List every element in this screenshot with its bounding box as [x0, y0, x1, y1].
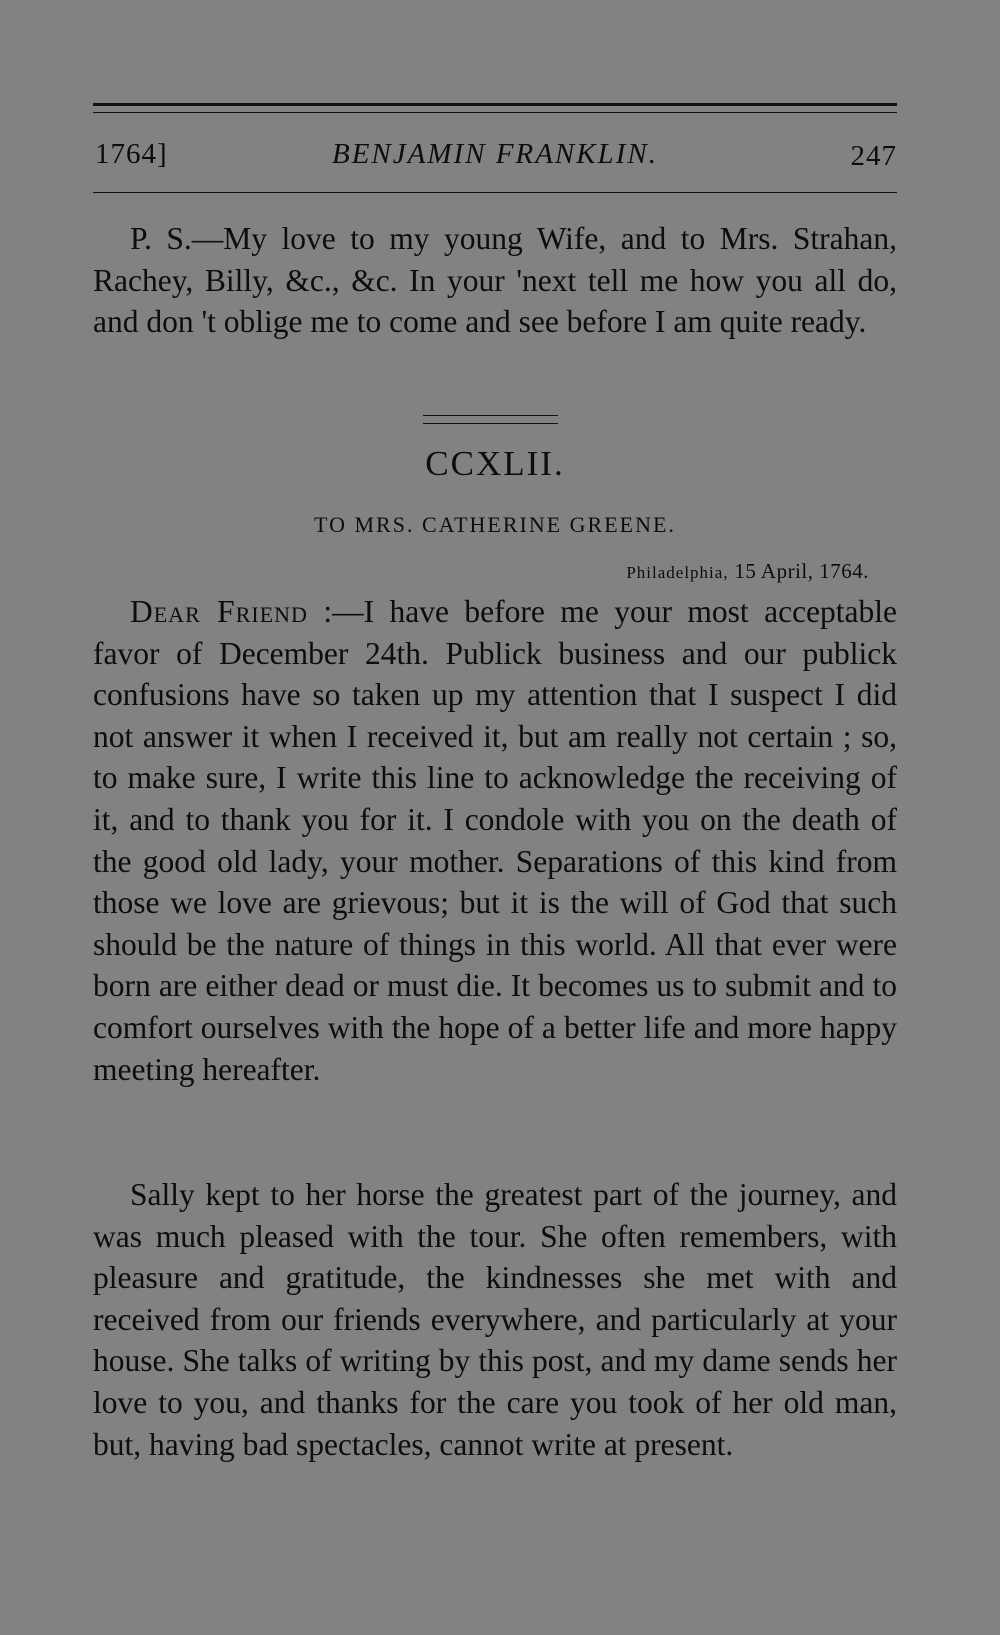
- salutation: Dear Friend: [130, 594, 308, 629]
- top-rule-thick: [93, 103, 897, 106]
- section-divider-top: [423, 415, 558, 416]
- paragraph-1-text: :—I have before me your most acceptable favor of December 24th. Publick business and our publick confusions have so taken up my attention that I suspect I did not answer it when I received it, but am really not certain ; so, to make sure, I write this line to acknowledge the receiving of it, and to thank you for it. I condole with you on the death of the good old lady, your mother. Separations of this kind from those we love are grievous; but it is the will of God that such should be the nature of things in this world. All that ever were born are either dead or must die. It becomes us to submit and to comfort ourselves with the hope of a better life and more happy meeting hereafter.: [93, 594, 897, 1087]
- section-divider-bottom: [423, 423, 558, 424]
- running-title: BENJAMIN FRANKLIN.: [332, 138, 658, 170]
- running-header: [93, 138, 897, 178]
- letter-addressee: TO MRS. CATHERINE GREENE.: [314, 512, 676, 537]
- letter-number: CCXLII.: [425, 444, 565, 483]
- postscript-paragraph: P. S.—My love to my young Wife, and to Mrs. Strahan, Rachey, Billy, &c., &c. In your 'next tell me how you all do, and don 't oblige me to come and see before I am quite ready.: [93, 221, 897, 340]
- letter-dateline: [626, 559, 869, 584]
- dateline-date: 15 April, 1764.: [734, 559, 869, 583]
- top-rule-thin: [93, 112, 897, 113]
- dateline-place: Philadelphia,: [626, 563, 729, 582]
- letter-paragraph-1: [93, 591, 897, 1090]
- header-year: 1764]: [95, 138, 168, 170]
- header-rule: [93, 192, 897, 193]
- page-number: 247: [850, 140, 897, 172]
- letter-paragraph-2: Sally kept to her horse the greatest part of the journey, and was much pleased with the tour. She often remembers, with pleasure and gratitude, the kindnesses she met with and received from our friends everywhere, and particularly at your house. She talks of writing by this post, and my dame sends her love to you, and thanks for the care you took of her old man, but, having bad spectacles, cannot write at present.: [93, 1177, 897, 1462]
